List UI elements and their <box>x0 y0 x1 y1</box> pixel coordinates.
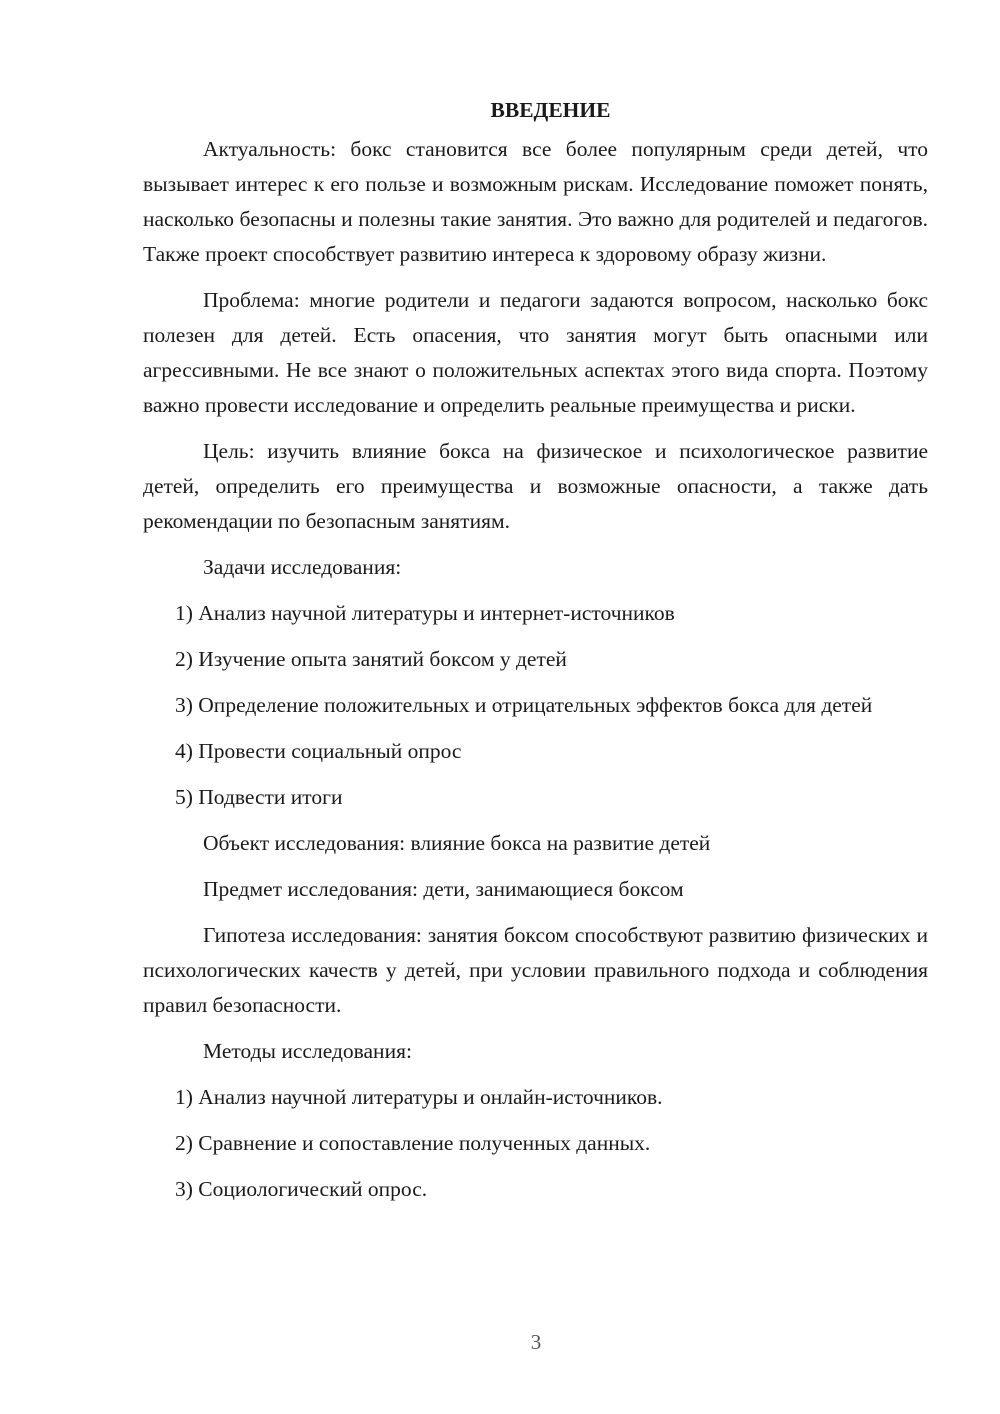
methods-heading: Методы исследования: <box>203 1039 412 1063</box>
document-page <box>143 92 928 1218</box>
tasks-heading: Задачи исследования: <box>203 555 402 579</box>
subject-paragraph: Предмет исследования: дети, занимающиеся боксом <box>203 877 684 901</box>
task-item: 5) Подвести итоги <box>175 785 343 809</box>
section-title: ВВЕДЕНИЕ <box>490 98 611 122</box>
method-item: 2) Сравнение и сопоставление полученных данных. <box>175 1131 651 1155</box>
problem-paragraph: Проблема: многие родители и педагоги задаются вопросом, насколько бокс полезен для детей. Есть опасения, что занятия могут быть опасными или агрессивными. Не все знают о положительных аспектах этого вида спорта. Поэтому важно провести исследование и определить реальные преимущества и риски. <box>143 288 928 417</box>
page-number: 3 <box>530 1330 542 1354</box>
task-item: 2) Изучение опыта занятий боксом у детей <box>175 647 567 671</box>
task-item: 1) Анализ научной литературы и интернет-источников <box>175 601 675 625</box>
task-item: 4) Провести социальный опрос <box>175 739 462 763</box>
method-item: 3) Социологический опрос. <box>175 1177 428 1201</box>
object-paragraph: Объект исследования: влияние бокса на развитие детей <box>203 831 711 855</box>
method-item: 1) Анализ научной литературы и онлайн-источников. <box>175 1085 663 1109</box>
task-item: 3) Определение положительных и отрицательных эффектов бокса для детей <box>175 693 873 717</box>
relevance-paragraph: Актуальность: бокс становится все более популярным среди детей, что вызывает интерес к его пользе и возможным рискам. Исследование поможет понять, насколько безопасны и полезны такие занятия. Это важно для родителей и педагогов. Также проект способствует развитию интереса к здоровому образу жизни. <box>143 137 928 266</box>
goal-paragraph: Цель: изучить влияние бокса на физическое и психологическое развитие детей, определить его преимущества и возможные опасности, а также дать рекомендации по безопасным занятиям. <box>143 439 928 533</box>
hypothesis-paragraph: Гипотеза исследования: занятия боксом способствуют развитию физических и психологических качеств у детей, при условии правильного подхода и соблюдения правил безопасности. <box>143 923 928 1017</box>
